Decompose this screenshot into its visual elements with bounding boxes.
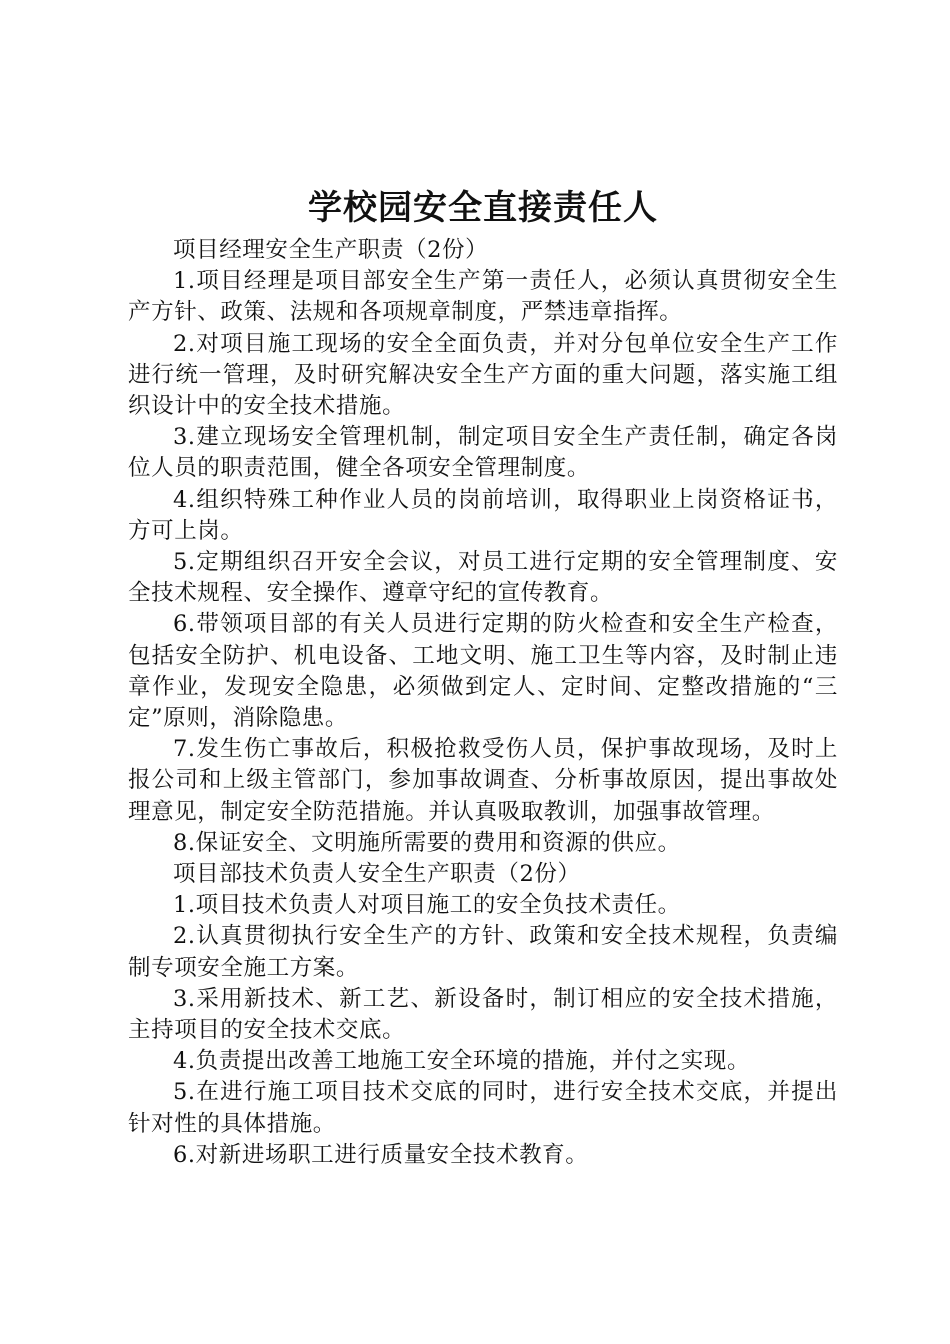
paragraph-pm-7: 7.发生伤亡事故后，积极抢救受伤人员，保护事故现场，及时上报公司和上级主管部门，参加事故调查、分析事故原因，提出事故处理意见，制定安全防范措施。并认真吸取教训，加强事故管理。 [128,736,838,825]
paragraph-pm-5: 5.定期组织召开安全会议，对员工进行定期的安全管理制度、安全技术规程、安全操作、遵章守纪的宣传教育。 [128,549,838,607]
document-page [128,183,838,1171]
document-title: 学校园安全直接责任人 [308,188,658,228]
paragraph-pm-6: 6.带领项目部的有关人员进行定期的防火检查和安全生产检查，包括安全防护、机电设备、工地文明、施工卫生等内容，及时制止违章作业，发现安全隐患，必须做到定人、定时间、定整改措施的“三定”原则，消除隐患。 [128,611,838,732]
paragraph-tech-3: 3.采用新技术、新工艺、新设备时，制订相应的安全技术措施，主持项目的安全技术交底。 [128,985,838,1044]
paragraph-tech-5: 5.在进行施工项目技术交底的同时，进行安全技术交底，并提出针对性的具体措施。 [128,1079,838,1137]
paragraph-tech-4: 4.负责提出改善工地施工安全环境的措施，并付之实现。 [173,1048,751,1075]
paragraph-pm-3: 3.建立现场安全管理机制，制定项目安全生产责任制，确定各岗位人员的职责范围，健全各项安全管理制度。 [128,424,838,482]
paragraph-tech-1: 1.项目技术负责人对项目施工的安全负技术责任。 [173,892,681,919]
paragraph-tech-2: 2.认真贯彻执行安全生产的方针、政策和安全技术规程，负责编制专项安全施工方案。 [128,923,838,981]
paragraph-pm-4: 4.组织特殊工种作业人员的岗前培训，取得职业上岗资格证书，方可上岗。 [128,486,838,544]
paragraph-pm-8: 8.保证安全、文明施所需要的费用和资源的供应。 [173,829,681,856]
paragraph-pm-2: 2.对项目施工现场的安全全面负责，并对分包单位安全生产工作进行统一管理，及时研究解决安全生产方面的重大问题，落实施工组织设计中的安全技术措施。 [128,330,838,420]
paragraph-tech-6: 6.对新进场职工进行质量安全技术教育。 [173,1141,589,1168]
paragraph-pm-1: 1.项目经理是项目部安全生产第一责任人，必须认真贯彻安全生产方针、政策、法规和各项规章制度，严禁违章指挥。 [128,268,838,326]
section-heading-project-manager: 项目经理安全生产职责（2份） [173,237,489,263]
section-heading-technical-lead: 项目部技术负责人安全生产职责（2份） [173,861,581,888]
